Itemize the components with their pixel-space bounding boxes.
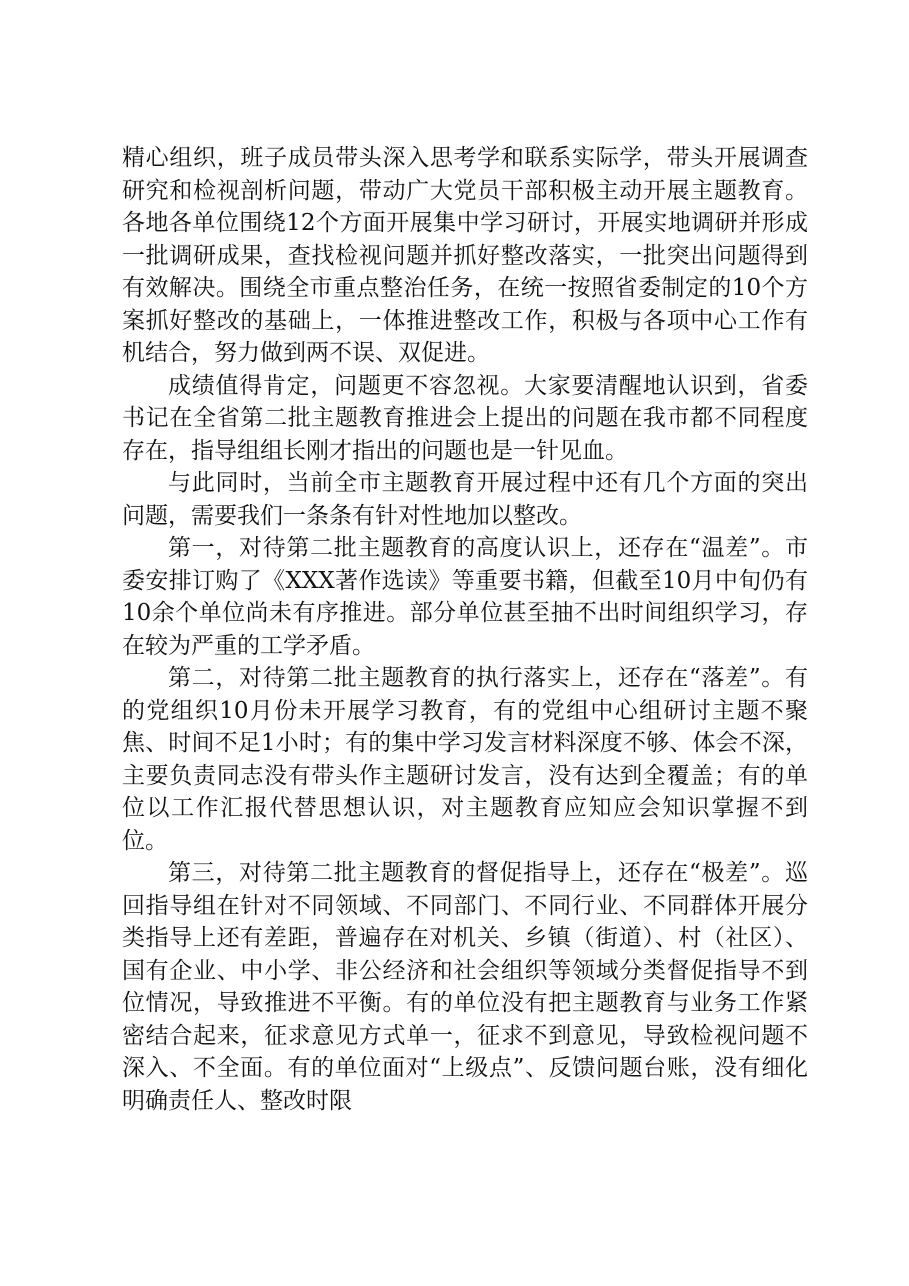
paragraph-outstanding-problems: 与此同时，当前全市主题教育开展过程中还有几个方面的突出问题，需要我们一条条有针对性地加以整改。 xyxy=(122,470,808,529)
paragraph-third-point: 第三，对待第二批主题教育的督促指导上，还存在“极差”。巡回指导组在针对不同领域、不同部门、不同行业、不同群体开展分类指导上还有差距，普遍存在对机关、乡镇（街道）、村（社区）、国有企业、中小学、非公经济和社会组织等领域分类督促指导不到位情况，导致推进不平衡。有的单位没有把主题教育与业务工作紧密结合起来，征求意见方式单一，征求不到意见，导致检视问题不深入、不全面。有的单位面对“上级点”、反馈问题台账，没有细化明确责任人、整改时限 xyxy=(122,860,808,1114)
paragraph-continuation: 精心组织，班子成员带头深入思考学和联系实际学，带头开展调查研究和检视剖析问题，带动广大党员干部积极主动开展主题教育。各地各单位围绕12个方面开展集中学习研讨，开展实地调研并形成一批调研成果，查找检视问题并抓好整改落实，一批突出问题得到有效解决。围绕全市重点整治任务，在统一按照省委制定的10个方案抓好整改的基础上，一体推进整改工作，积极与各项中心工作有机结合，努力做到两不误、双促进。 xyxy=(122,145,808,366)
paragraph-first-point: 第一，对待第二批主题教育的高度认识上，还存在“温差”。市委安排订购了《XXX著作选读》等重要书籍，但截至10月中旬仍有10余个单位尚未有序推进。部分单位甚至抽不出时间组织学习，存在较为严重的工学矛盾。 xyxy=(122,535,808,659)
paragraph-achievements-issues: 成绩值得肯定，问题更不容忽视。大家要清醒地认识到，省委书记在全省第二批主题教育推进会上提出的问题在我市都不同程度存在，指导组组长刚才指出的问题也是一针见血。 xyxy=(122,372,808,464)
paragraph-second-point: 第二，对待第二批主题教育的执行落实上，还存在“落差”。有的党组织10月份未开展学习教育，有的党组中心组研讨主题不聚焦、时间不足1小时；有的集中学习发言材料深度不够、体会不深，主要负责同志没有带头作主题研讨发言，没有达到全覆盖；有的单位以工作汇报代替思想认识，对主题教育应知应会知识掌握不到位。 xyxy=(122,665,808,854)
document-body xyxy=(122,142,808,1117)
